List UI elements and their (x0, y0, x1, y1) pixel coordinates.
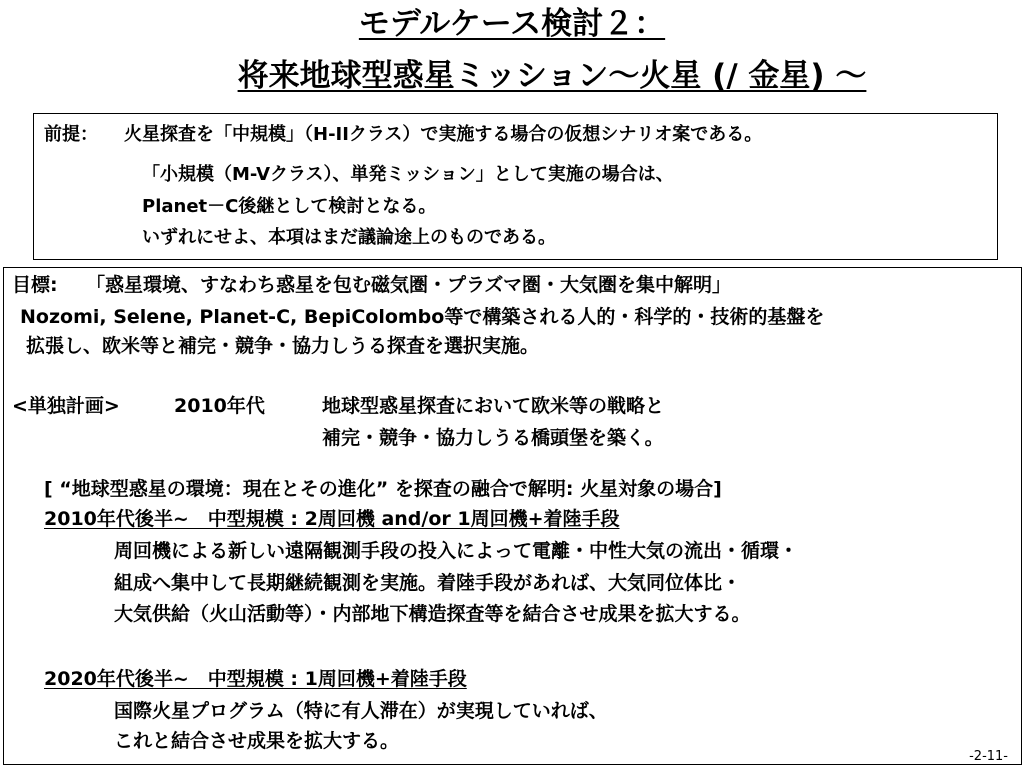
premise-label: 前提： (44, 124, 98, 145)
premise-box (33, 113, 998, 260)
phase1-line: 組成へ集中して長期継続観測を実施。着陸手段があれば、大気同位体比・ (114, 572, 742, 594)
phase2-heading: 2020年代後半~ 中型規模 : 1周回機+着陸手段 (44, 668, 467, 690)
premise-line: 火星探査を「中規模」（H-IIクラス）で実施する場合の仮想シナリオ案である。 (124, 124, 763, 145)
phase1-line: 周回機による新しい遠隔観測手段の投入によって電離・中性大気の流出・循環・ (114, 540, 799, 562)
phase2-line: これと結合させ成果を拡大する。 (114, 730, 400, 752)
plan-line: 補完・競争・協力しうる橋頭堡を築く。 (322, 427, 664, 449)
title-line-2: 将来地球型惑星ミッション～火星 (/ 金星) ～ (237, 58, 867, 94)
plan-line: 地球型惑星探査において欧米等の戦略と (322, 395, 665, 417)
goal-line: Nozomi, Selene, Planet-C, BepiColombo等で構築される人的・科学的・技術的基盤を (20, 306, 825, 328)
goal-label: 目標: (12, 274, 58, 296)
premise-line: Planet－C後継として検討となる。 (142, 196, 437, 217)
phase2-line: 国際火星プログラム（特に有人滞在）が実現していれば、 (114, 700, 608, 722)
mars-heading: [ “地球型惑星の環境：現在とその進化” を探査の融合で解明: 火星対象の場合] (44, 478, 722, 500)
goal-line: 拡張し、欧米等と補完・競争・協力しうる探査を選択実施。 (26, 335, 540, 357)
goal-line: 「惑星環境、すなわち惑星を包む磁気圏・プラズマ圏・大気圏を集中解明」 (86, 274, 732, 296)
goal-box (3, 267, 1022, 765)
title-line-1: モデルケース検討２： (358, 6, 666, 42)
premise-line: いずれにせよ、本項はまだ議論途上のものである。 (142, 227, 556, 248)
plan-label: <単独計画> (12, 395, 120, 417)
plan-period: 2010年代 (174, 395, 265, 417)
premise-line: 「小規模（M-Vクラス）、単発ミッション」として実施の場合は、 (142, 164, 674, 185)
phase1-line: 大気供給（火山活動等）・内部地下構造探査等を結合させ成果を拡大する。 (114, 603, 751, 625)
page-number: -2-11- (969, 749, 1008, 764)
phase1-heading: 2010年代後半~ 中型規模 : 2周回機 and/or 1周回機+着陸手段 (44, 508, 620, 530)
